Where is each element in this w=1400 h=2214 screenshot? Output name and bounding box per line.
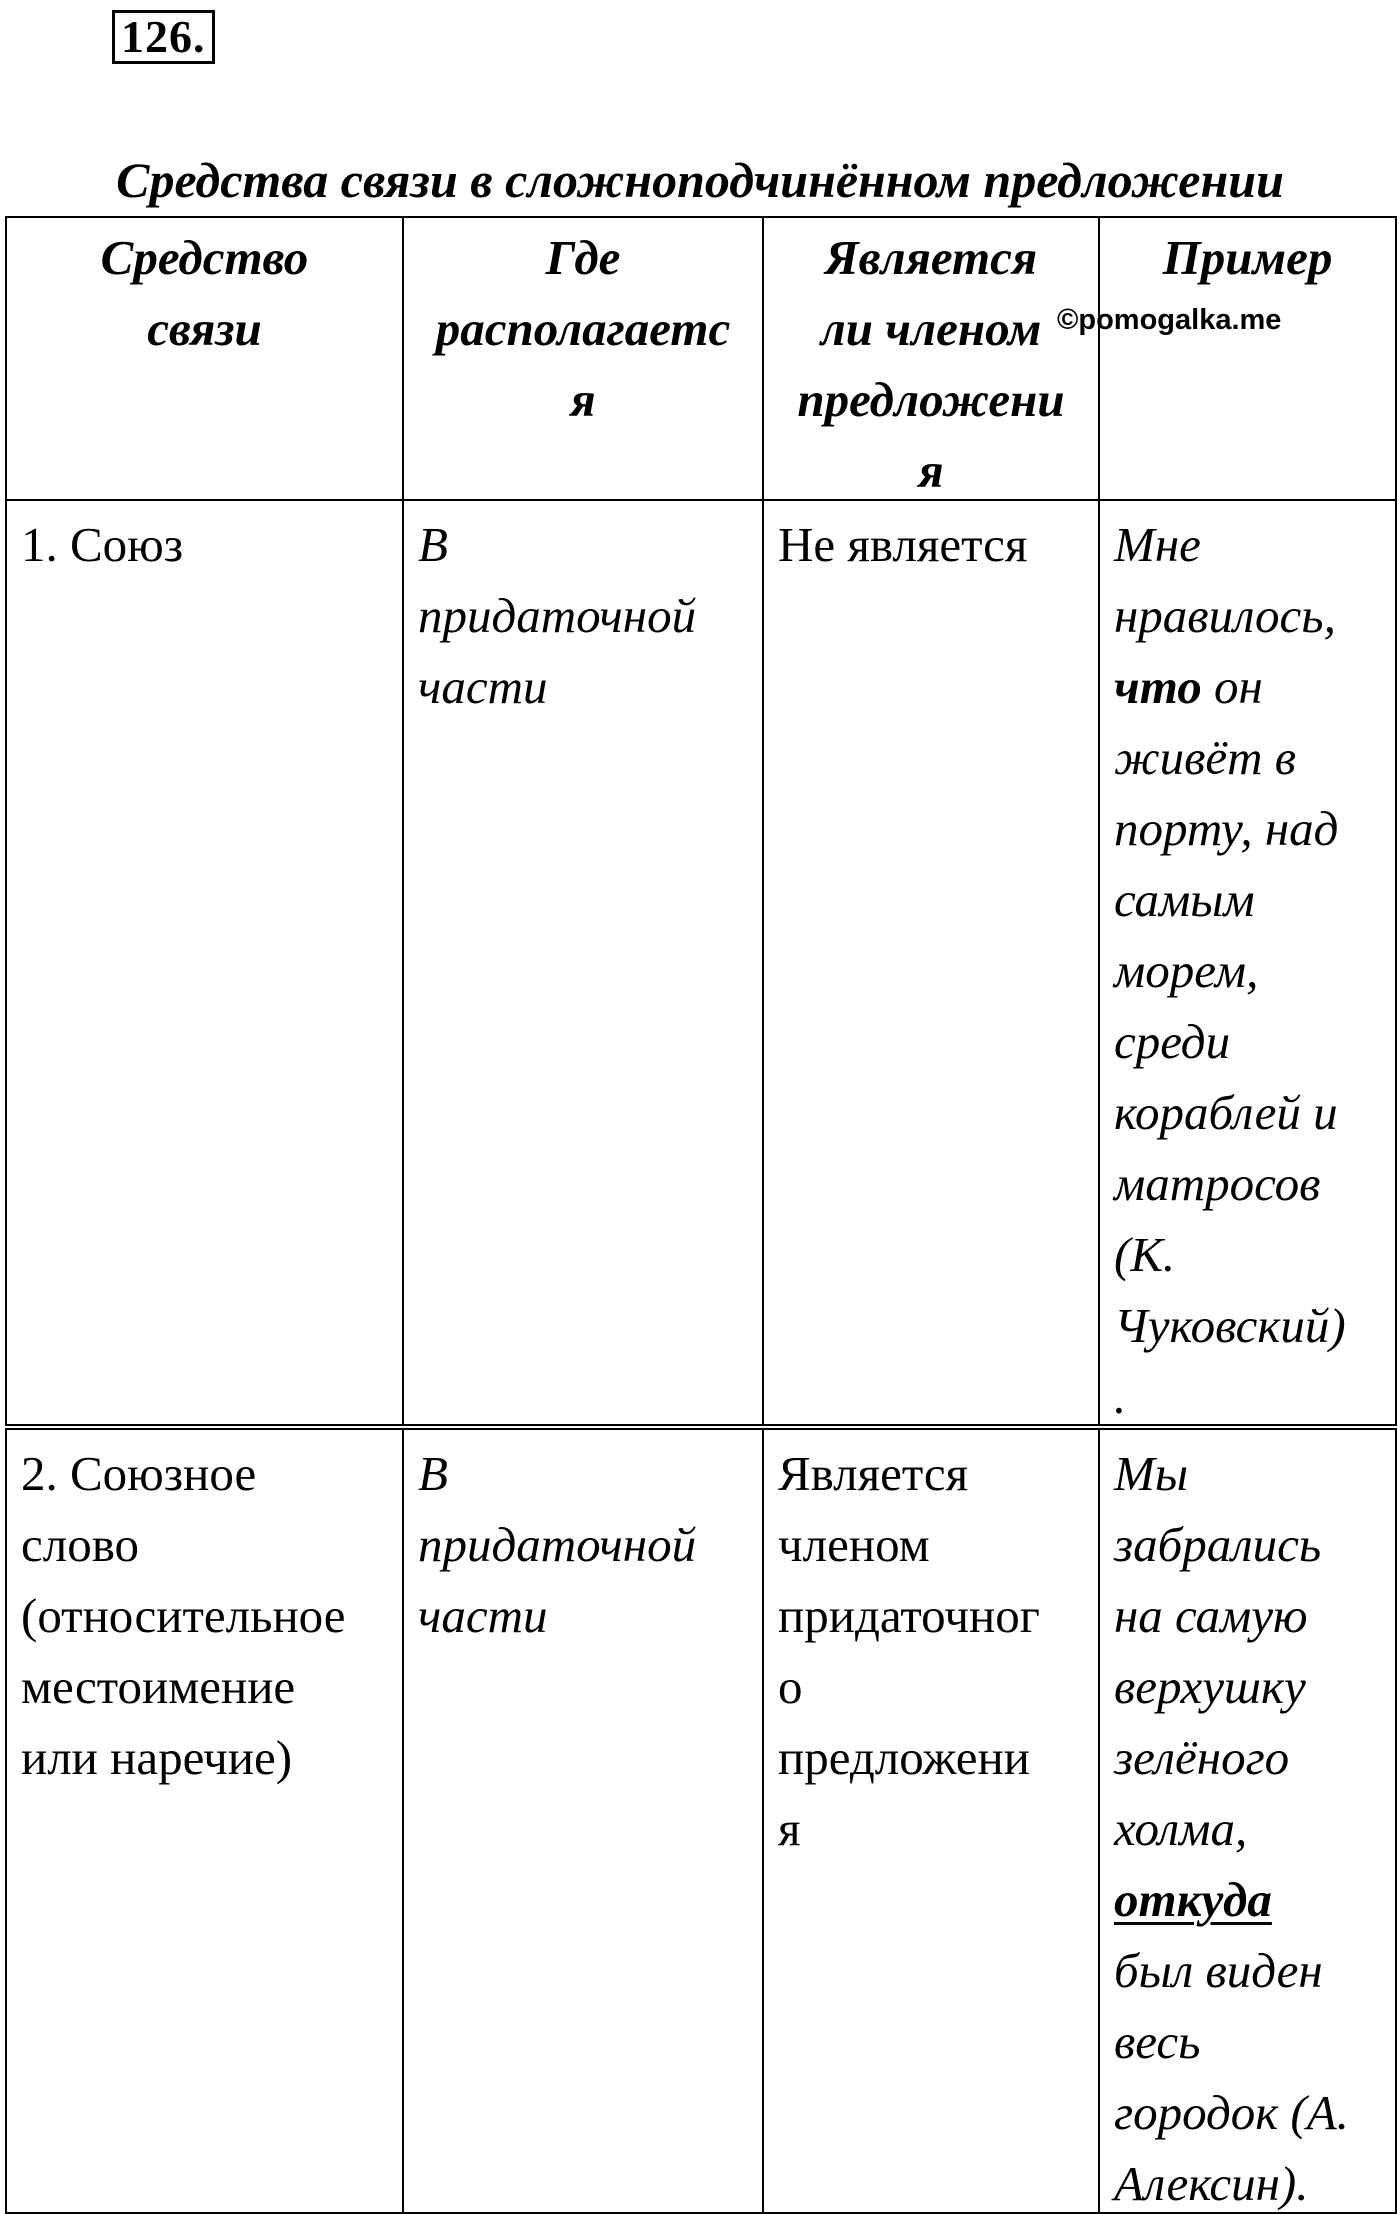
row2-means-cell [5,1428,404,2214]
header-text: располагаетс [435,301,731,356]
cell-text: или наречие) [21,1730,293,1785]
cell-text: местоимение [21,1659,296,1714]
example-line: Чуковский) [1114,1298,1346,1353]
row2-location-cell [402,1428,764,2214]
header-text: я [918,443,944,498]
example-line: верхушку [1114,1659,1306,1714]
header-text: Является [824,230,1038,285]
example-line: холма, [1114,1801,1248,1856]
example-line: Алексин). [1114,2156,1309,2211]
row1-means-cell [5,499,404,1426]
cell-text: 1. Союз [21,517,184,572]
header-text: предложени [797,372,1065,427]
cell-text: части [418,659,548,714]
example-line: морем, [1114,943,1259,998]
header-cell-example [1098,216,1397,501]
example-line: забрались [1114,1517,1322,1572]
example-line: самым [1114,872,1255,927]
example-line: . [1114,1369,1127,1424]
row1-example-cell [1098,499,1397,1426]
cell-text: 2. Союзное [21,1446,257,1501]
cell-text: слово [21,1517,140,1572]
example-line: городок (А. [1114,2085,1349,2140]
header-text: связи [147,301,262,356]
example-line: живёт в [1114,730,1297,785]
row2-is-member-cell [762,1428,1100,2214]
example-line: был виден [1114,1943,1323,1998]
cell-text: (относительное [21,1588,346,1643]
header-text: ли членом [820,301,1042,356]
example-line: весь [1114,2014,1201,2069]
cell-text: я [778,1801,801,1856]
header-cell-means [5,216,404,501]
row1-is-member-cell [762,499,1100,1426]
cell-text: придаточног [778,1588,1040,1643]
example-line: среди [1114,1014,1231,1069]
example-line: порту, над [1114,801,1339,856]
cell-text: предложени [778,1730,1030,1785]
row2-example-cell [1098,1428,1397,2214]
cell-text: Является [778,1446,969,1501]
cell-text: придаточной [418,1517,697,1572]
cell-text: о [778,1659,803,1714]
header-text: я [570,372,596,427]
example-line: зелёного [1114,1730,1290,1785]
example-line [1114,651,1381,722]
task-number-badge: 126. [112,10,215,64]
header-text: Средство [100,230,309,285]
example-line: Мы [1114,1446,1189,1501]
header-cell-is-member [762,216,1100,501]
watermark: ©pomogalka.me [1057,304,1282,336]
example-line: нравилось, [1114,588,1336,643]
header-cell-location [402,216,764,501]
cell-text: В [418,517,448,572]
header-text: Пример [1162,230,1333,285]
example-line: матросов [1114,1156,1321,1211]
cell-text: придаточной [418,588,697,643]
cell-text: членом [778,1517,930,1572]
example-text: он [1201,659,1263,714]
cell-text: Не является [778,517,1028,572]
relative-word-highlight: откуда [1114,1872,1272,1927]
row1-location-cell [402,499,764,1426]
example-line: кораблей и [1114,1085,1338,1140]
cell-text: части [418,1588,548,1643]
table-title: Средства связи в сложноподчинённом предложении [116,152,1284,208]
cell-text: В [418,1446,448,1501]
example-line: (К. [1114,1227,1176,1282]
example-line [1114,1864,1381,1935]
conjunction-highlight: что [1114,659,1202,714]
header-text: Где [545,230,621,285]
example-line: на самую [1114,1588,1308,1643]
example-line: Мне [1114,517,1201,572]
